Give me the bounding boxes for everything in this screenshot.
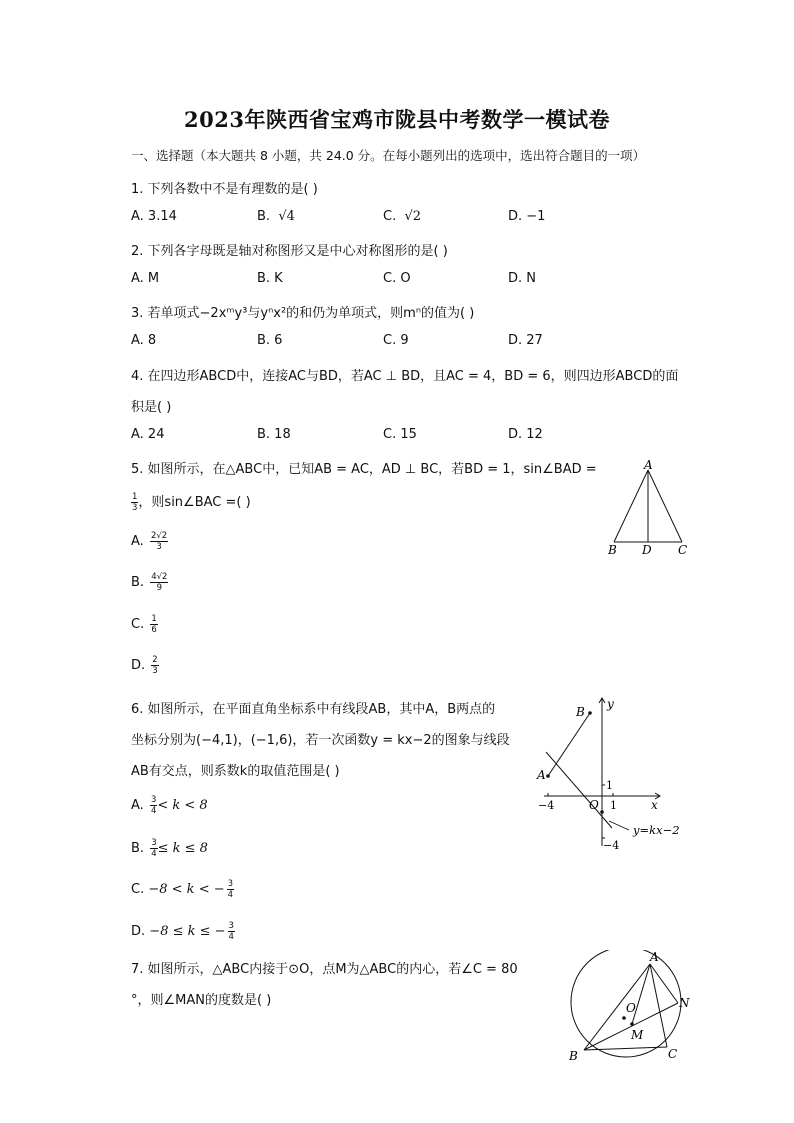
q4-option-a: A. 24 xyxy=(131,427,165,442)
q6-option-c-label: C. xyxy=(131,882,145,897)
question-6-stem-line-3: AB有交点，则系数k的取值范围是( ) xyxy=(131,764,340,779)
question-4-stem-line-1: 4. 在四边形ABCD中，连接AC与BD，若AC ⊥ BD，且AC = 4，BD = 6，则四边形ABCD的面 xyxy=(131,369,679,384)
q3-option-a: A. 8 xyxy=(131,333,157,348)
point-label-a: A xyxy=(537,768,546,782)
question-1-stem: 1. 下列各数中不是有理数的是( ) xyxy=(131,182,318,197)
fraction-denominator: 3 xyxy=(152,666,158,676)
q6-option-a-rest: < k < 8 xyxy=(157,798,208,813)
vertex-label-b: B xyxy=(569,1049,578,1063)
vertex-label-b: B xyxy=(608,543,617,557)
fraction-denominator: 9 xyxy=(156,583,163,593)
q6-option-d-label: D. xyxy=(131,924,146,939)
fraction-numerator: 1 xyxy=(132,492,138,502)
fraction-numerator: 3 xyxy=(227,879,234,889)
section-heading: 一、选择题（本大题共 8 小题，共 24.0 分。在每小题列出的选项中，选出符合题目的一项） xyxy=(131,148,646,163)
question-2-stem: 2. 下列各字母既是轴对称图形又是中心对称图形的是( ) xyxy=(131,244,448,259)
center-label-o: O xyxy=(626,1001,636,1015)
q6-option-b xyxy=(131,838,208,859)
fraction-numerator: 4√2 xyxy=(151,572,168,582)
origin-label: O xyxy=(589,798,599,812)
q5-option-c-fraction xyxy=(150,614,157,635)
q5-option-d xyxy=(131,655,159,676)
vertex-label-c: C xyxy=(678,543,688,557)
segment-ab xyxy=(548,713,590,776)
q5-option-d-fraction xyxy=(151,655,158,676)
q2-option-b: B. K xyxy=(257,271,283,286)
q5-triangle-figure xyxy=(600,456,700,560)
question-5-stem-line-2 xyxy=(131,491,251,513)
fraction-denominator: 4 xyxy=(151,849,157,859)
question-6-stem-line-2: 坐标分别为(−4,1)，(−1,6)，若一次函数y = kx−2的图象与线段 xyxy=(131,733,510,748)
q5-option-c xyxy=(131,614,158,635)
fraction-denominator: 3 xyxy=(156,542,162,552)
q5-option-c-label: C. xyxy=(131,617,145,632)
q6-option-d-pre: −8 ≤ k ≤ − xyxy=(149,924,226,939)
q1-option-c-label: C. xyxy=(383,209,397,224)
q6-option-d-fraction xyxy=(228,921,235,942)
q5-stem-rest: ，则sin∠BAC =( ) xyxy=(138,495,251,510)
q5-option-b-label: B. xyxy=(131,575,145,590)
center-point-o xyxy=(622,1016,626,1020)
question-5-stem-line-1: 5. 如图所示，在△ABC中，已知AB = AC，AD ⊥ BC，若BD = 1，sin∠BAD = xyxy=(131,462,597,477)
point-b xyxy=(588,711,592,715)
point-label-d: D xyxy=(642,543,652,557)
q6-option-c xyxy=(131,879,234,900)
fraction-numerator: 1 xyxy=(151,614,157,624)
point-a xyxy=(546,774,550,778)
q3-option-c: C. 9 xyxy=(383,333,409,348)
vertex-label-a: A xyxy=(650,950,659,964)
segment-ac xyxy=(648,470,682,542)
q6-option-d xyxy=(131,921,235,942)
vertex-label-a: A xyxy=(644,458,653,472)
fraction-denominator: 4 xyxy=(228,932,234,942)
vertex-label-c: C xyxy=(668,1047,678,1061)
q5-option-a-fraction xyxy=(150,531,168,552)
segment-ab xyxy=(614,470,648,542)
x-axis-label: x xyxy=(651,798,658,812)
q5-option-b-fraction xyxy=(150,572,168,593)
fraction-denominator: 4 xyxy=(227,890,234,900)
question-4-stem-line-2: 积是( ) xyxy=(131,400,172,415)
q1-option-a: A. 3.14 xyxy=(131,209,177,224)
y-axis-label: y xyxy=(607,697,614,711)
y-tick-label-minus-4: −4 xyxy=(603,839,620,852)
question-6-stem-line-1: 6. 如图所示，在平面直角坐标系中有线段AB，其中A，B两点的 xyxy=(131,702,496,717)
line-label-pointer xyxy=(609,821,629,830)
y-tick-label-1: 1 xyxy=(606,779,613,792)
q1-option-b-value: √4 xyxy=(278,209,295,224)
incenter-point-m xyxy=(630,1022,634,1026)
x-tick-label-minus-4: −4 xyxy=(538,799,555,812)
q2-option-d: D. N xyxy=(508,271,536,286)
q1-option-d: D. −1 xyxy=(508,209,546,224)
line-label: y=kx−2 xyxy=(633,823,680,837)
question-3-stem: 3. 若单项式−2xᵐy³与yⁿx²的和仍为单项式，则mⁿ的值为( ) xyxy=(131,306,475,321)
fraction-denominator: 4 xyxy=(150,806,157,816)
incenter-label-m: M xyxy=(631,1028,644,1042)
x-tick-label-1: 1 xyxy=(610,799,617,812)
q4-option-c: C. 15 xyxy=(383,427,417,442)
q6-option-a-label: A. xyxy=(131,798,144,813)
point-label-b: B xyxy=(576,705,585,719)
fraction-numerator: 3 xyxy=(151,838,157,848)
q6-option-b-fraction xyxy=(150,838,157,859)
fraction-denominator: 3 xyxy=(132,503,138,513)
fraction-numerator: 2√2 xyxy=(150,531,168,541)
q4-option-b: B. 18 xyxy=(257,427,291,442)
q6-option-b-rest: ≤ k ≤ 8 xyxy=(157,841,208,856)
fraction-numerator: 2 xyxy=(152,655,158,665)
page-title: 2023年陕西省宝鸡市陇县中考数学一模试卷 xyxy=(184,107,610,132)
fraction-numerator: 3 xyxy=(150,795,157,805)
q3-option-d: D. 27 xyxy=(508,333,543,348)
question-7-stem-line-1: 7. 如图所示，△ABC内接于⊙O，点M为△ABC的内心，若∠C = 80 xyxy=(131,962,518,977)
q1-option-b xyxy=(257,209,295,224)
fraction-numerator: 3 xyxy=(228,921,234,931)
q6-option-b-label: B. xyxy=(131,841,145,856)
q5-option-a-label: A. xyxy=(131,534,144,549)
q5-option-d-label: D. xyxy=(131,658,146,673)
q1-option-b-label: B. xyxy=(257,209,271,224)
q6-option-a xyxy=(131,795,208,816)
q3-option-b: B. 6 xyxy=(257,333,283,348)
q2-option-a: A. M xyxy=(131,271,160,286)
q6-coordinate-figure xyxy=(534,690,700,852)
q5-option-a xyxy=(131,531,168,552)
segment-am xyxy=(632,964,650,1024)
question-7-stem-line-2: °，则∠MAN的度数是( ) xyxy=(131,993,272,1008)
point-label-n: N xyxy=(679,996,690,1010)
q1-option-c xyxy=(383,209,421,224)
q7-circle-figure xyxy=(564,950,700,1066)
q4-option-d: D. 12 xyxy=(508,427,543,442)
q6-option-c-pre: −8 < k < − xyxy=(148,882,225,897)
fraction-denominator: 6 xyxy=(151,625,157,635)
q6-option-c-fraction xyxy=(227,879,234,900)
q2-option-c: C. O xyxy=(383,271,411,286)
q1-option-c-value: √2 xyxy=(404,209,422,224)
point-y-intercept xyxy=(600,810,604,814)
q5-option-b xyxy=(131,572,168,593)
